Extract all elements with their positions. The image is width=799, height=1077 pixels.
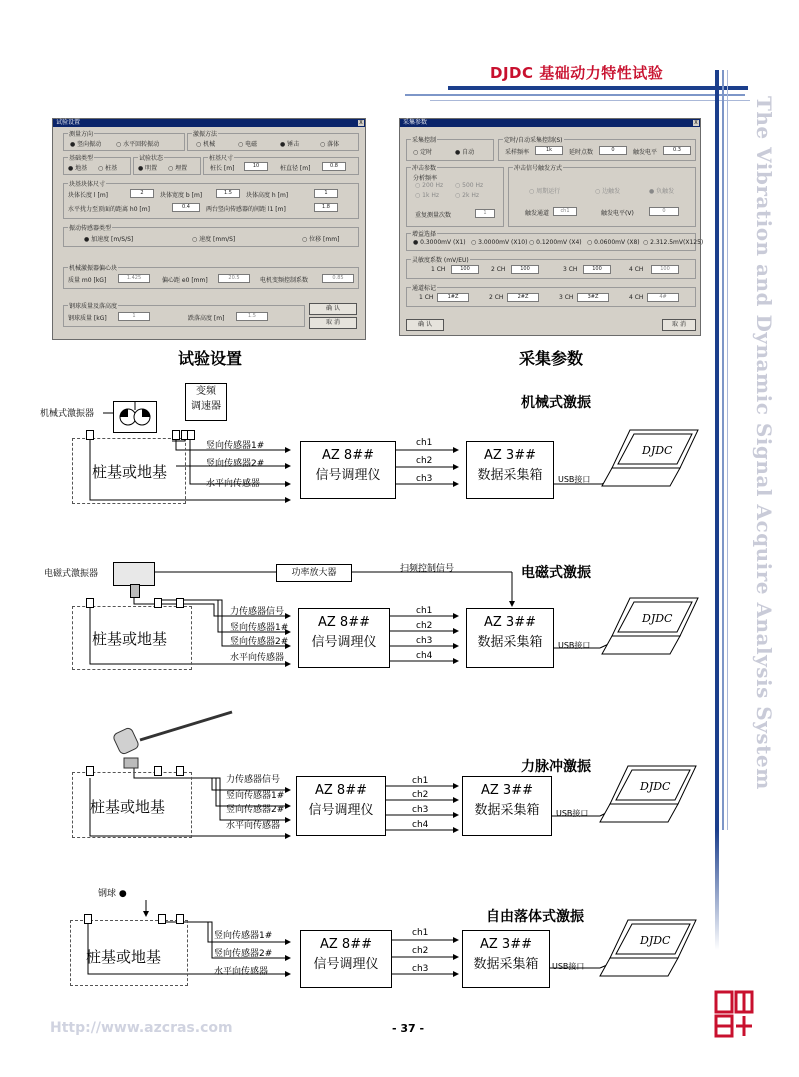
d1-exciter-box xyxy=(113,401,157,433)
cancel-button[interactable]: 取 消 xyxy=(309,317,357,329)
group-auto-control: 定时/自动采集控制(S) 采样频率 1k 延时点数 0 触发电平 0.3 xyxy=(498,139,696,161)
sample-rate-label: 采样频率 xyxy=(505,149,530,156)
tag-ch2-label: 2 CH xyxy=(489,294,504,301)
radio-acceleration[interactable]: ● 加速度 [m/S/S] xyxy=(84,236,134,243)
d1-conditioner-box: AZ 8## 信号调理仪 xyxy=(300,441,396,499)
sensor-icon xyxy=(187,430,195,440)
page-header-title: DJDC 基础动力特性试验 xyxy=(490,64,664,82)
eccentricity-label: 偏心距 e0 [mm] xyxy=(162,277,208,284)
d1-ch3: ch3 xyxy=(416,474,433,484)
d1-sensor-3: 水平向传感器 xyxy=(206,479,261,489)
laptop-icon xyxy=(598,918,698,984)
sensor-icon xyxy=(86,766,94,776)
d4-ch2: ch2 xyxy=(412,946,429,956)
radio-negative[interactable]: ● 负触发 xyxy=(649,188,675,195)
group-sensitivity: 灵敏度系数 (mV/EU) 1 CH 100 2 CH 100 3 CH 100 4 CH 100 xyxy=(406,259,696,279)
svg-text:DJDC: DJDC xyxy=(640,780,671,793)
d4-usb-label: USB接口 xyxy=(552,962,585,971)
sensor-icon xyxy=(84,914,92,924)
vfd-coef-input[interactable]: 0.85 xyxy=(322,274,354,283)
hammer-icon xyxy=(112,712,232,768)
d4-ch3: ch3 xyxy=(412,964,429,974)
close-icon[interactable]: X xyxy=(359,120,363,126)
sensor-icon xyxy=(176,766,184,776)
sensor-icon xyxy=(176,598,184,608)
ball-mass-input[interactable]: 1 xyxy=(118,312,150,321)
radio-periodic[interactable]: ○ 周期运行 xyxy=(529,188,561,195)
radio-buried[interactable]: ○ 埋置 xyxy=(168,165,188,172)
block-width-label: 块体宽度 b [m] xyxy=(160,192,203,199)
d2-exciter-box xyxy=(113,562,155,586)
d2-ch4: ch4 xyxy=(416,651,433,661)
radio-gain-125[interactable]: ○ 2.312.5mV(X125) xyxy=(643,239,704,246)
tag-ch4-label: 4 CH xyxy=(629,294,644,301)
d2-exciter-rod xyxy=(130,584,140,598)
mass-label: 质量 m0 [kG] xyxy=(68,277,107,284)
sens-ch4-label: 4 CH xyxy=(629,266,644,273)
close-icon[interactable]: X xyxy=(694,120,698,126)
radio-gain-8[interactable]: ○ 0.0600mV (X8) xyxy=(587,239,640,246)
group-impact-params: 冲击参数 分析频率 ○ 200 Hz ○ 500 Hz ○ 1k Hz ○ 2k Hz 重复测量次数 1 xyxy=(406,167,504,227)
d3-daq-box: AZ 3## 数据采集箱 xyxy=(462,776,552,836)
svg-text:DJDC: DJDC xyxy=(640,934,671,947)
d4-ball-label: 钢球 ● xyxy=(98,889,127,899)
d3-conditioner-box: AZ 8## 信号调理仪 xyxy=(296,776,386,836)
d3-title: 力脉冲激振 xyxy=(521,759,591,775)
d4-sensor-3: 水平向传感器 xyxy=(214,967,269,977)
d4-conditioner-box: AZ 8## 信号调理仪 xyxy=(300,930,392,988)
sens-ch3-input[interactable]: 100 xyxy=(583,265,611,274)
d2-sensor-2: 竖向传感器1# xyxy=(230,623,289,633)
block-height-input[interactable]: 1 xyxy=(314,189,338,198)
d4-title: 自由落体式激振 xyxy=(486,909,584,925)
d2-ch2: ch2 xyxy=(416,621,433,631)
d2-ch3: ch3 xyxy=(416,636,433,646)
d1-pile-label: 桩基或地基 xyxy=(92,463,168,481)
sensor-icon xyxy=(158,914,166,924)
radio-ground[interactable]: ● 地基 xyxy=(68,165,88,172)
d3-ch4: ch4 xyxy=(412,820,429,830)
pile-length-label: 桩长 [m] xyxy=(210,165,235,172)
delay-points-label: 延时点数 xyxy=(569,149,594,156)
laptop-icon xyxy=(600,596,700,662)
radio-edge[interactable]: ○ 边触发 xyxy=(595,188,621,195)
dialog-titlebar: 试验设置 X xyxy=(53,119,365,127)
radio-2khz[interactable]: ○ 2k Hz xyxy=(455,192,480,199)
svg-text:DJDC: DJDC xyxy=(642,612,673,625)
sample-rate-input[interactable]: 1k xyxy=(535,146,563,155)
drop-height-input[interactable]: 1.5 xyxy=(236,312,268,321)
radio-pile[interactable]: ○ 桩基 xyxy=(98,165,118,172)
trigger-level-label: 触发电平 xyxy=(633,149,658,156)
d3-ch3: ch3 xyxy=(412,805,429,815)
d3-sensor-1: 力传感器信号 xyxy=(226,775,281,785)
vfd-coef-label: 电机变频控制系数 xyxy=(260,277,309,284)
group-excitation-method: 激振方法 ○ 机械 ○ 电磁 ● 锤击 ○ 落体 xyxy=(187,133,359,151)
radio-exposed[interactable]: ● 明置 xyxy=(138,165,158,172)
cancel-button[interactable]: 取 消 xyxy=(662,319,696,331)
radio-displacement[interactable]: ○ 位移 [mm] xyxy=(302,236,340,243)
drop-height-label: 跌落高度 [m] xyxy=(188,315,225,322)
d1-daq-box: AZ 3## 数据采集箱 xyxy=(466,441,554,499)
d1-title: 机械式激振 xyxy=(521,395,591,411)
freq-sub-label: 分析频率 xyxy=(413,175,438,182)
d3-sensor-4: 水平向传感器 xyxy=(226,821,281,831)
group-trigger-mode: 冲击信号触发方式 ○ 周期运行 ○ 边触发 ● 负触发 触发通道 ch1 触发电平(V) 0 xyxy=(508,167,696,227)
caption-acquisition: 采集参数 xyxy=(519,349,584,368)
d2-daq-box: AZ 3## 数据采集箱 xyxy=(466,608,554,668)
dialog2-titlebar: 采集参数 X xyxy=(400,119,700,127)
group-measure-direction: 测量方向 ● 竖向振动 ○ 水平回转振动 xyxy=(63,133,185,151)
d4-daq-box: AZ 3## 数据采集箱 xyxy=(462,930,550,988)
ok-button[interactable]: 确 认 xyxy=(309,303,357,315)
tag-ch3-label: 3 CH xyxy=(559,294,574,301)
l1-input[interactable]: 1.8 xyxy=(314,203,338,212)
d1-vfd-box: 变频 调速器 xyxy=(185,383,227,421)
page-number: - 37 - xyxy=(392,1022,425,1035)
d2-conditioner-box: AZ 8## 信号调理仪 xyxy=(298,608,390,668)
radio-velocity[interactable]: ○ 速度 [mm/S] xyxy=(192,236,236,243)
radio-drop[interactable]: ○ 落体 xyxy=(320,141,340,148)
laptop-icon xyxy=(600,428,700,494)
d2-pile-label: 桩基或地基 xyxy=(92,630,168,648)
group-gain: 增益选择 ● 0.3000mV (X1) ○ 3.0000mV (X10) ○ 0.1200mV (X4) ○ 0.0600mV (X8) ○ 2.312.5mV(X125) xyxy=(406,233,696,251)
d2-sweep-label: 扫频控制信号 xyxy=(400,564,455,574)
tag-ch1-label: 1 CH xyxy=(419,294,434,301)
d3-ch2: ch2 xyxy=(412,790,429,800)
l1-label: 两台竖向传感器的间距 l1 [m] xyxy=(206,206,286,213)
sensor-icon xyxy=(86,430,94,440)
sensor-icon xyxy=(154,598,162,608)
radio-gain-10[interactable]: ○ 3.0000mV (X10) xyxy=(471,239,528,246)
radio-electromagnetic[interactable]: ○ 电磁 xyxy=(238,141,258,148)
sens-ch3-label: 3 CH xyxy=(563,266,578,273)
group-eccentric: 机械激振器偏心块 质量 m0 [kG] 1.425 偏心距 e0 [mm] 20.5 电机变频控制系数 0.85 xyxy=(63,267,359,289)
group-test-state: 试验状态 ● 明置 ○ 埋置 xyxy=(133,157,201,175)
radio-timed[interactable]: ○ 定时 xyxy=(413,149,433,156)
group-acq-control: 采集控制 ○ 定时 ● 自动 xyxy=(406,139,494,161)
laptop-icon xyxy=(598,764,698,830)
trigger-level-input[interactable]: 0.3 xyxy=(663,146,691,155)
block-height-label: 块体高度 h [m] xyxy=(246,192,289,199)
d3-pile-label: 桩基或地基 xyxy=(90,798,166,816)
radio-mechanical[interactable]: ○ 机械 xyxy=(196,141,216,148)
group-foundation-type: 基础类型 ● 地基 ○ 桩基 xyxy=(63,157,131,175)
d4-sensor-1: 竖向传感器1# xyxy=(214,931,273,941)
eccentricity-input[interactable]: 20.5 xyxy=(218,274,250,283)
pile-diameter-label: 桩直径 [m] xyxy=(280,165,311,172)
sensor-icon xyxy=(154,766,162,776)
h0-input[interactable]: 0.4 xyxy=(172,203,200,212)
trigger-volt-select[interactable]: 0 xyxy=(649,207,679,216)
d2-amplifier-box: 功率放大器 xyxy=(276,564,352,582)
radio-vertical[interactable]: ● 竖向振动 xyxy=(70,141,102,148)
radio-gain-4[interactable]: ○ 0.1200mV (X4) xyxy=(529,239,582,246)
block-length-input[interactable]: 2 xyxy=(130,189,154,198)
sens-ch1-label: 1 CH xyxy=(431,266,446,273)
d1-sensor-2: 竖向传感器2# xyxy=(206,459,265,469)
sens-ch2-label: 2 CH xyxy=(491,266,506,273)
sens-ch1-input[interactable]: 100 xyxy=(451,265,479,274)
d2-exciter-label: 电磁式激振器 xyxy=(44,569,99,579)
delay-points-input[interactable]: 0 xyxy=(599,146,627,155)
sensor-icon xyxy=(86,598,94,608)
repeat-input[interactable]: 1 xyxy=(475,209,495,218)
d3-usb-label: USB接口 xyxy=(556,809,589,818)
d2-title: 电磁式激振 xyxy=(521,565,591,581)
radio-gain-1[interactable]: ● 0.3000mV (X1) xyxy=(413,239,466,246)
mass-input[interactable]: 1.425 xyxy=(118,274,150,283)
group-pile-size: 桩基尺寸 桩长 [m] 10 桩直径 [m] 0.8 xyxy=(203,157,359,175)
d1-ch2: ch2 xyxy=(416,456,433,466)
trigger-channel-input[interactable]: ch1 xyxy=(553,207,577,216)
radio-horizontal[interactable]: ○ 水平回转振动 xyxy=(116,141,160,148)
d4-sensor-2: 竖向传感器2# xyxy=(214,949,273,959)
radio-200hz[interactable]: ○ 200 Hz xyxy=(415,182,444,189)
side-vertical-title: The Vibration and Dynamic Signal Acquire Analysis System xyxy=(752,96,776,790)
radio-500hz[interactable]: ○ 500 Hz xyxy=(455,182,484,189)
h0-label: 水平扰力至顶面的距离 h0 [m] xyxy=(68,206,150,213)
repeat-label: 重复测量次数 xyxy=(415,212,452,219)
d1-exciter-label: 机械式激振器 xyxy=(40,409,95,419)
d2-usb-label: USB接口 xyxy=(558,641,591,650)
trigger-volt-label: 触发电平(V) xyxy=(601,210,634,217)
tag-ch4-input[interactable]: 4# xyxy=(647,293,679,302)
tag-ch2-input[interactable]: 2#Z xyxy=(507,293,539,302)
caption-test-settings: 试验设置 xyxy=(178,349,243,368)
footer-url[interactable]: Http://www.azcras.com xyxy=(50,1020,233,1036)
tag-ch3-input[interactable]: 3#Z xyxy=(577,293,609,302)
d4-ch1: ch1 xyxy=(412,928,429,938)
d3-sensor-2: 竖向传感器1# xyxy=(226,791,285,801)
d2-sensor-1: 力传感器信号 xyxy=(230,607,285,617)
radio-auto[interactable]: ● 自动 xyxy=(455,149,475,156)
brand-logo xyxy=(714,990,754,1038)
sens-ch4-input[interactable]: 100 xyxy=(651,265,679,274)
d1-ch1: ch1 xyxy=(416,438,433,448)
d1-usb-label: USB接口 xyxy=(558,475,591,484)
d3-ch1: ch1 xyxy=(412,776,429,786)
d2-sensor-4: 水平向传感器 xyxy=(230,653,285,663)
sensor-icon xyxy=(176,914,184,924)
tag-ch1-input[interactable]: 1#Z xyxy=(437,293,469,302)
trigger-channel-label: 触发通道 xyxy=(525,210,550,217)
d1-sensor-1: 竖向传感器1# xyxy=(206,441,265,451)
svg-text:DJDC: DJDC xyxy=(642,444,673,457)
radio-1khz[interactable]: ○ 1k Hz xyxy=(415,192,440,199)
ball-mass-label: 钢球质量 [kG] xyxy=(68,315,107,322)
sensor-icon xyxy=(172,430,180,440)
group-block-size: 块基块体尺寸 块体长度 l [m] 2 块体宽度 b [m] 1.5 块体高度 h [m] 1 水平扰力至顶面的距离 h0 [m] 0.4 两台竖向传感器的间距 l1 [m] 1.8 xyxy=(63,183,359,219)
d2-sensor-3: 竖向传感器2# xyxy=(230,637,289,647)
pile-length-input[interactable]: 10 xyxy=(244,162,268,171)
pile-diameter-input[interactable]: 0.8 xyxy=(322,162,346,171)
sens-ch2-input[interactable]: 100 xyxy=(511,265,539,274)
d3-sensor-3: 竖向传感器2# xyxy=(226,805,285,815)
group-ball: 钢球质量及落高度 钢球质量 [kG] 1 跌落高度 [m] 1.5 xyxy=(63,305,305,327)
ok-button[interactable]: 确 认 xyxy=(406,319,444,331)
d2-ch1: ch1 xyxy=(416,606,433,616)
radio-hammer[interactable]: ● 锤击 xyxy=(280,141,300,148)
group-channel-tags: 通道标记 1 CH 1#Z 2 CH 2#Z 3 CH 3#Z 4 CH 4# xyxy=(406,287,696,307)
group-sensor-type: 振动传感器类型 ● 加速度 [m/S/S] ○ 速度 [mm/S] ○ 位移 [mm] xyxy=(63,227,359,247)
d4-pile-label: 桩基或地基 xyxy=(86,948,162,966)
block-length-label: 块体长度 l [m] xyxy=(68,192,109,199)
block-width-input[interactable]: 1.5 xyxy=(216,189,240,198)
logo-icon xyxy=(714,990,754,1038)
